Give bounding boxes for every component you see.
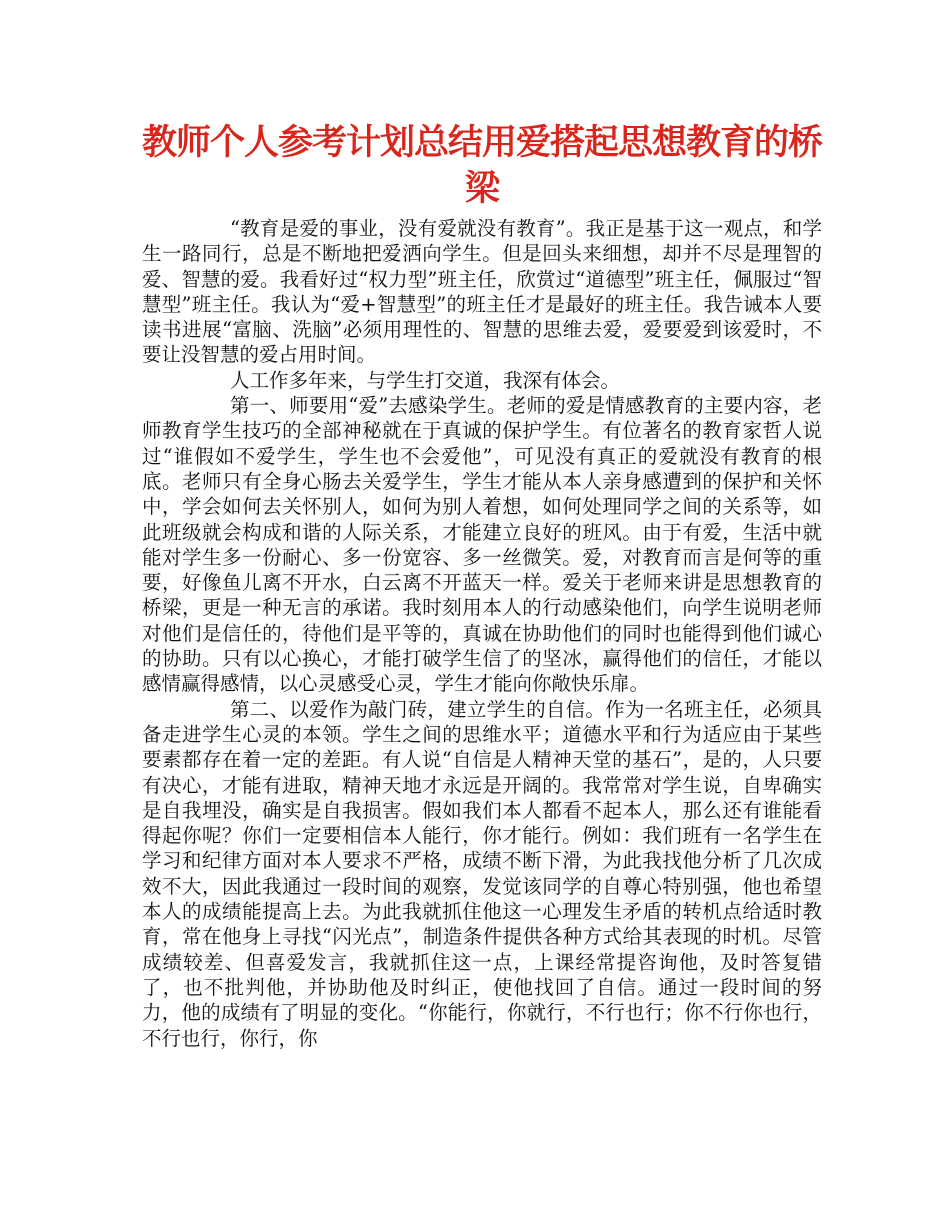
- document-body: [142, 216, 822, 1051]
- paragraph-second-point: 第二、以爱作为敲门砖，建立学生的自信。作为一名班主任，必须具备走进学生心灵的本领。学生之间的思维水平；道德水平和行为适应由于某些要素都存在着一定的差距。有人说“自信是人精神天堂的基石”，是的，人只要有决心，才能有进取，精神天地才永远是开阔的。我常常对学生说，自卑确实是自我埋没，确实是自我损害。假如我们本人都看不起本人，那么还有谁能看得起你呢？你们一定要相信本人能行，你才能行。例如：我们班有一名学生在学习和纪律方面对本人要求不严格，成绩不断下滑，为此我找他分析了几次成效不大，因此我通过一段时间的观察，发觉该同学的自尊心特别强，他也希望本人的成绩能提高上去。为此我就抓住他这一心理发生矛盾的转机点给适时教育，常在他身上寻找“闪光点”，制造条件提供各种方式给其表现的时机。尽管成绩较差、但喜爱发言，我就抓住这一点，上课经常提咨询他，及时答复错了，也不批判他，并协助他及时纠正，使他找回了自信。通过一段时间的努力，他的成绩有了明显的变化。“你能行，你就行，不行也行；你不行你也行，不行也行，你行，你: [142, 697, 822, 1050]
- paragraph-experience: 人工作多年来，与学生打交道，我深有体会。: [230, 368, 621, 392]
- paragraph-first-point: 第一、师要用“爱”去感染学生。老师的爱是情感教育的主要内容，老师教育学生技巧的全部神秘就在于真诚的保护学生。有位著名的教育家哲人说过“谁假如不爱学生，学生也不会爱他”，可见没有真正的爱就没有教育的根底。老师只有全身心肠去关爱学生，学生才能从本人亲身感遭到的保护和关怀中，学会如何去关怀别人，如何为别人着想，如何处理同学之间的关系等，如此班级就会构成和谐的人际关系，才能建立良好的班风。由于有爱，生活中就能对学生多一份耐心、多一份宽容、多一丝微笑。爱，对教育而言是何等的重要，好像鱼儿离不开水，白云离不开蓝天一样。爱关于老师来讲是思想教育的桥梁，更是一种无言的承诺。我时刻用本人的行动感染他们，向学生说明老师对他们是信任的，待他们是平等的，真诚在协助他们的同时也能得到他们诚心的协助。只有以心换心，才能打破学生信了的坚冰，赢得他们的信任，才能以感情赢得感情，以心灵感受心灵，学生才能向你敞快乐扉。: [142, 394, 822, 696]
- paragraph-intro: “教育是爱的事业，没有爱就没有教育”。我正是基于这一观点，和学生一路同行，总是不断地把爱洒向学生。但是回头来细想，却并不尽是理智的爱、智慧的爱。我看好过“权力型”班主任，欣赏过“道德型”班主任，佩服过“智慧型”班主任。我认为“爱+智慧型”的班主任才是最好的班主任。我告诫本人要读书进展“富脑、洗脑”必须用理性的、智慧的思维去爱，爱要爱到该爱时，不要让没智慧的爱占用时间。: [142, 217, 822, 367]
- document-page: [142, 120, 822, 1051]
- document-title: 教师个人参考计划总结用爱搭起思想教育的桥梁: [142, 123, 823, 209]
